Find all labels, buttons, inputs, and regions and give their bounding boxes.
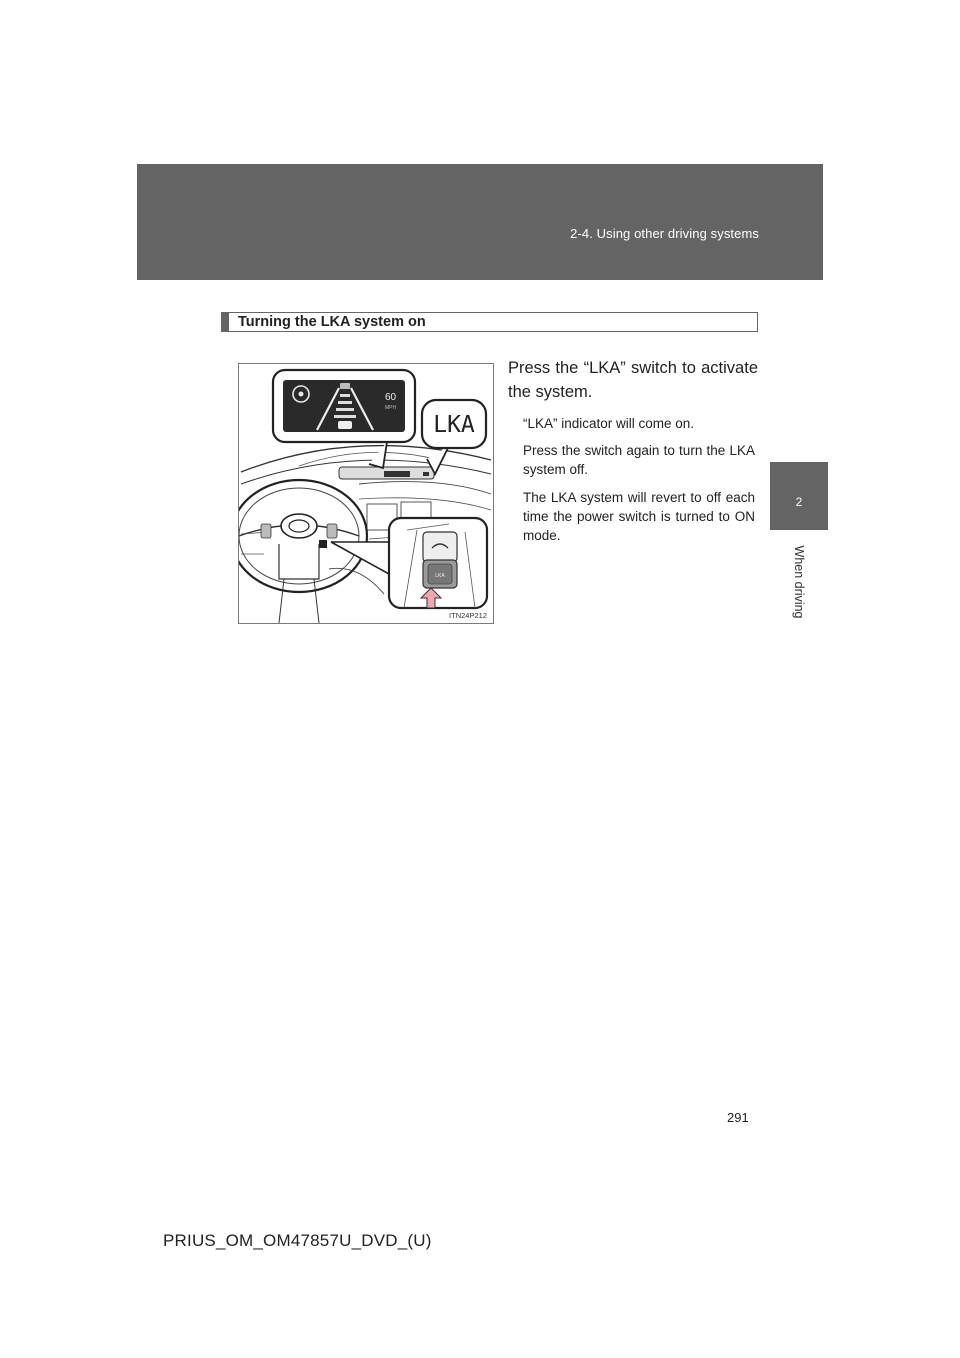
heading-marker xyxy=(222,313,229,331)
footer-document-code: PRIUS_OM_OM47857U_DVD_(U) xyxy=(163,1231,432,1250)
chapter-tab xyxy=(770,462,828,530)
note-revert: The LKA system will revert to off each time the power switch is turned to ON mode. xyxy=(523,490,755,543)
page-number: 291 xyxy=(727,1110,749,1125)
header-band xyxy=(137,164,823,280)
dashboard-illustration xyxy=(239,364,493,623)
note-turn-off: Press the switch again to turn the LKA system off. xyxy=(523,443,755,477)
figure-code: ITN24P212 xyxy=(449,611,487,620)
header-section-title: 2-4. Using other driving systems xyxy=(570,226,759,241)
main-instruction: Press the “LKA” switch to activate the system. xyxy=(508,359,758,401)
meter-unit: MPH xyxy=(385,405,397,411)
meter-speed: 60 xyxy=(385,392,397,403)
lka-indicator-callout: LKA xyxy=(433,412,475,438)
note-indicator: “LKA” indicator will come on. xyxy=(523,416,695,431)
chapter-number: 2 xyxy=(795,495,803,509)
section-title: Turning the LKA system on xyxy=(238,314,426,330)
lka-illustration xyxy=(238,363,494,624)
lka-switch-label: LKA xyxy=(435,573,445,579)
chapter-label: When driving xyxy=(792,545,806,619)
section-heading xyxy=(221,312,758,332)
